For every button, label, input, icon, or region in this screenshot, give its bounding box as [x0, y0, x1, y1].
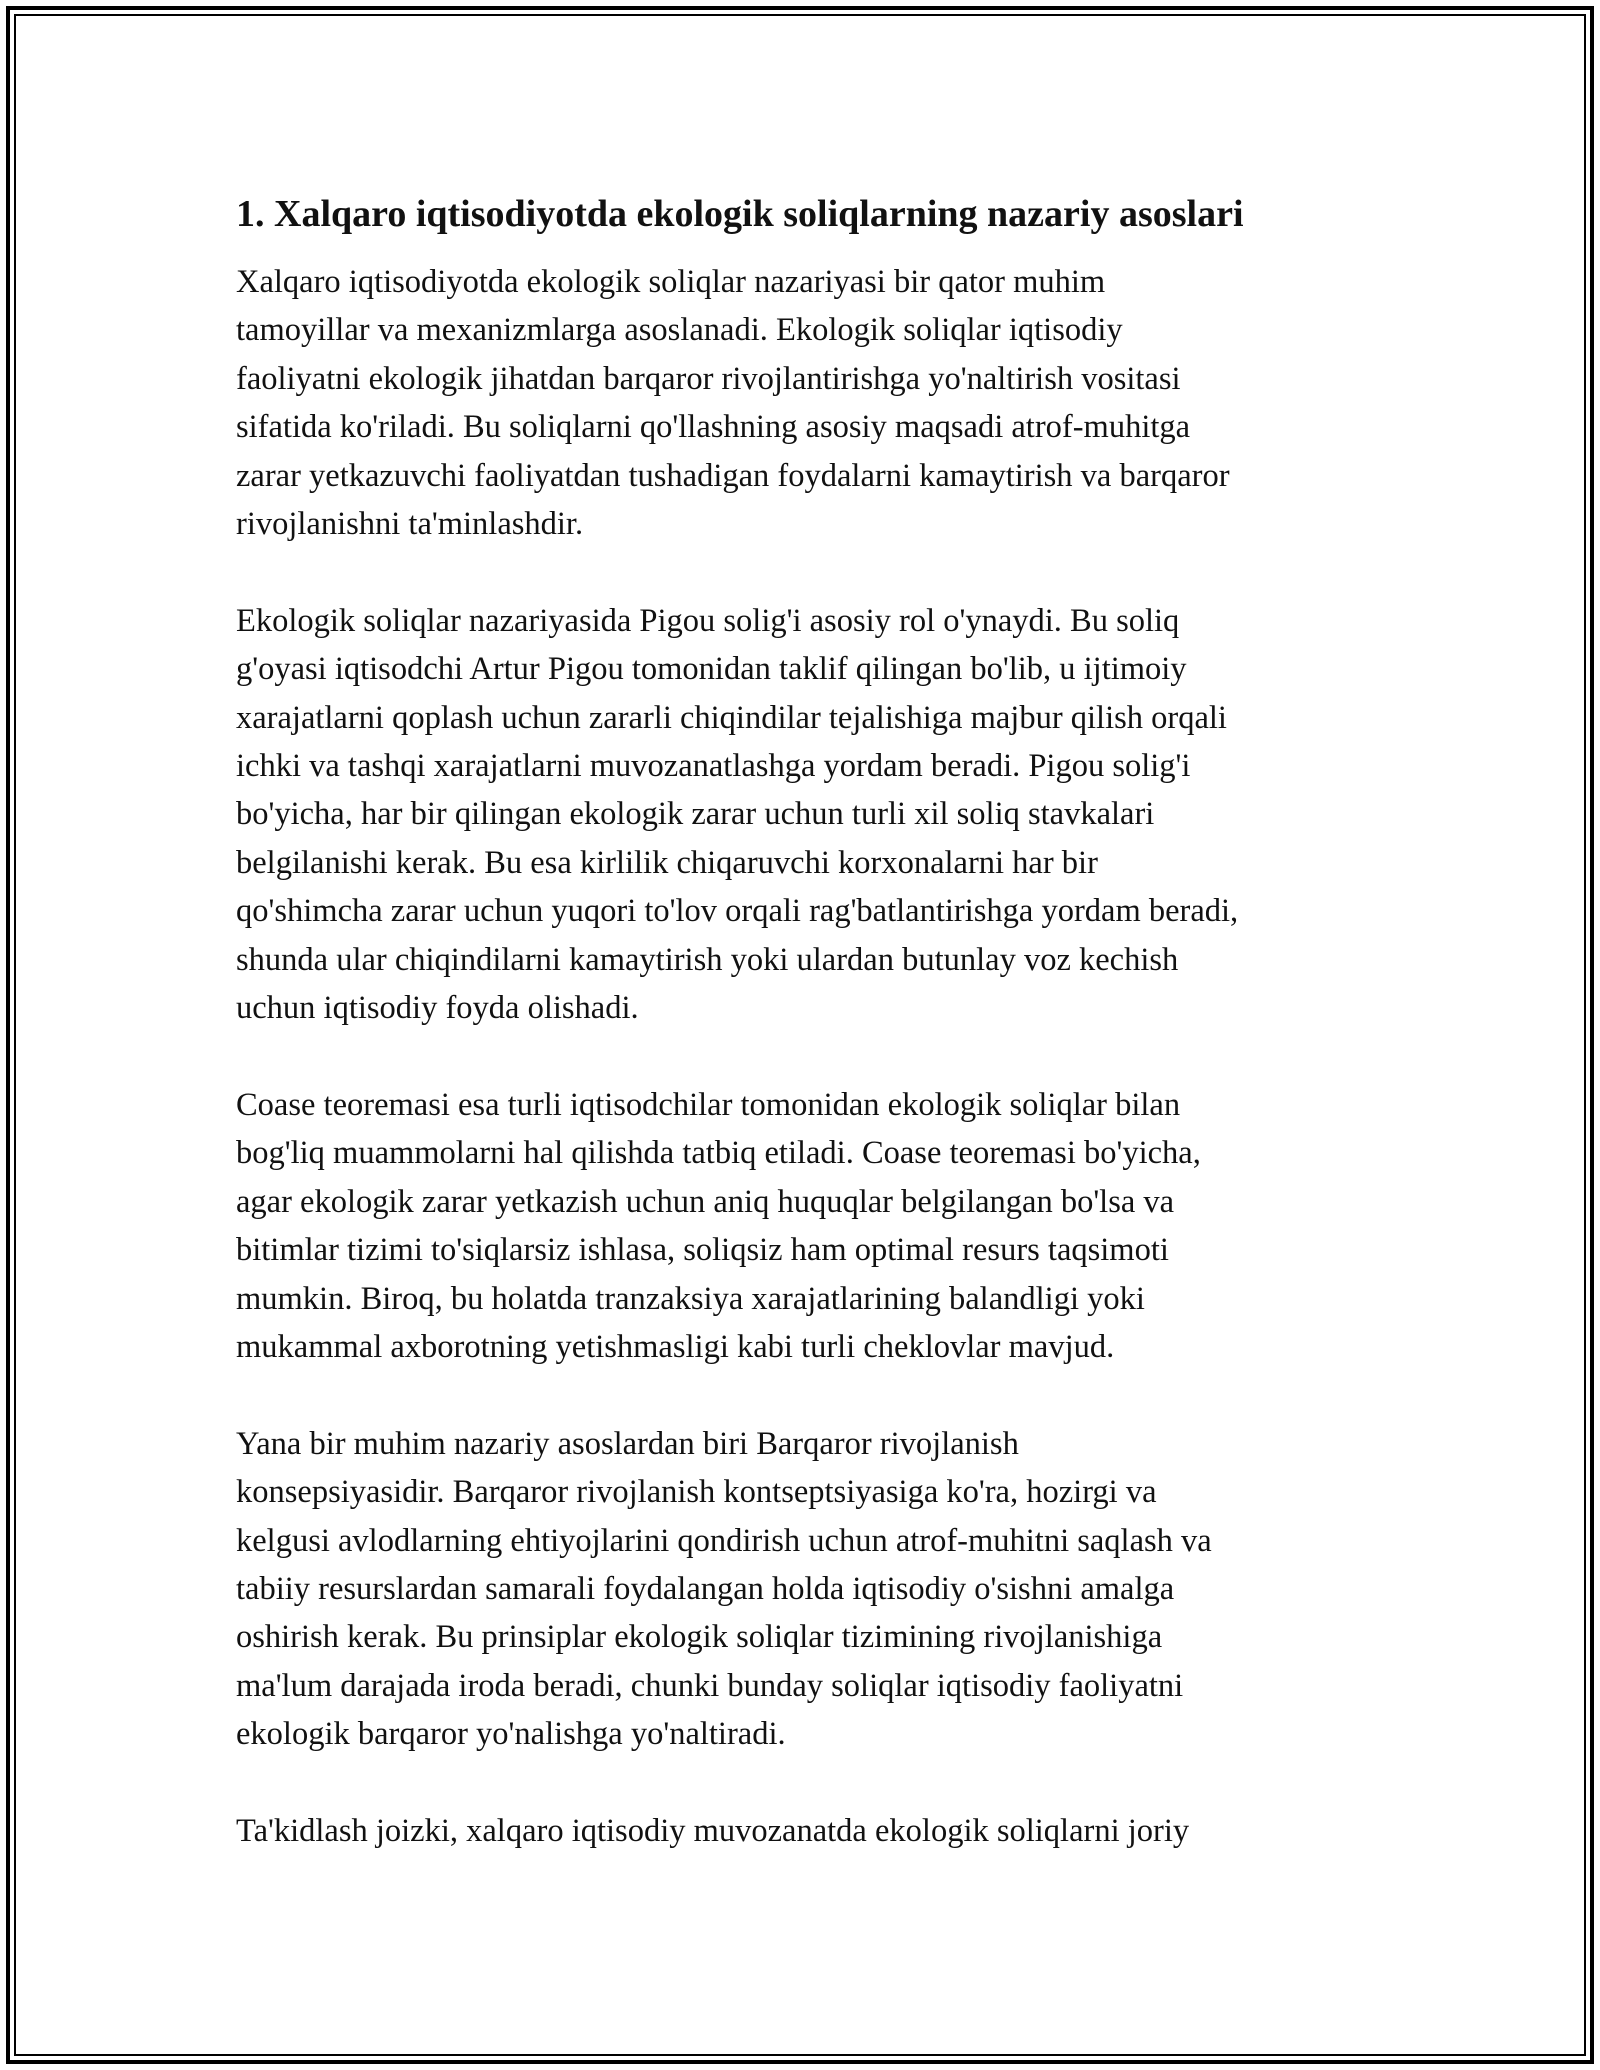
paragraph-5: Ta'kidlash joizki, xalqaro iqtisodiy muvozanatda ekologik soliqlarni joriy [236, 1812, 1190, 1849]
section-heading: 1. Xalqaro iqtisodiyotda ekologik soliqlarning nazariy asoslari [236, 193, 1244, 235]
document-body [236, 185, 1396, 1855]
paragraph-1: Xalqaro iqtisodiyotda ekologik soliqlar nazariyasi bir qator muhim tamoyillar va mexanizmlarga asoslanadi. Ekologik soliqlar iqtisodiy faoliyatni ekologik jihatdan barqaror rivojlantirishga yo'naltirish vositasi sifatida ko'riladi. Bu soliqlarni qo'llashning asosiy maqsadi atrof-muhitga zarar yetkazuvchi faoliyatdan tushadigan foydalarni kamaytirish va barqaror rivojlanishni ta'minlashdir. [236, 264, 1230, 543]
paragraph-4: Yana bir muhim nazariy asoslardan biri Barqaror rivojlanish konsepsiyasidir. Barqaror rivojlanish kontseptsiyasiga ko'ra, hozirgi va kelgusi avlodlarning ehtiyojlarini qondirish uchun atrof-muhitni saqlash va tabiiy resurslardan samarali foydalangan holda iqtisodiy o'sishni amalga oshirish kerak. Bu prinsiplar ekologik soliqlar tizimining rivojlanishiga ma'lum darajada iroda beradi, chunki bunday soliqlar iqtisodiy faoliyatni ekologik barqaror yo'nalishga yo'naltiradi. [236, 1425, 1212, 1753]
paragraph-3: Coase teoremasi esa turli iqtisodchilar tomonidan ekologik soliqlar bilan bog'liq muammolarni hal qilishda tatbiq etiladi. Coase teoremasi bo'yicha, agar ekologik zarar yetkazish uchun aniq huquqlar belgilangan bo'lsa va bitimlar tizimi to'siqlarsiz ishlasa, soliqsiz ham optimal resurs taqsimoti mumkin. Biroq, bu holatda tranzaksiya xarajatlarining balandligi yoki mukammal axborotning yetishmasligi kabi turli cheklovlar mavjud. [236, 1086, 1201, 1365]
paragraph-2: Ekologik soliqlar nazariyasida Pigou solig'i asosiy rol o'ynaydi. Bu soliq g'oyasi iqtisodchi Artur Pigou tomonidan taklif qilingan bo'lib, u ijtimoiy xarajatlarni qoplash uchun zararli chiqindilar tejalishiga majbur qilish orqali ichki va tashqi xarajatlarni muvozanatlashga yordam beradi. Pigou solig'i bo'yicha, har bir qilingan ekologik zarar uchun turli xil soliq stavkalari belgilanishi kerak. Bu esa kirlilik chiqaruvchi korxonalarni har bir qo'shimcha zarar uchun yuqori to'lov orqali rag'batlantirishga yordam beradi, shunda ular chiqindilarni kamaytirish yoki ulardan butunlay voz kechish uchun iqtisodiy foyda olishadi. [236, 602, 1239, 1027]
